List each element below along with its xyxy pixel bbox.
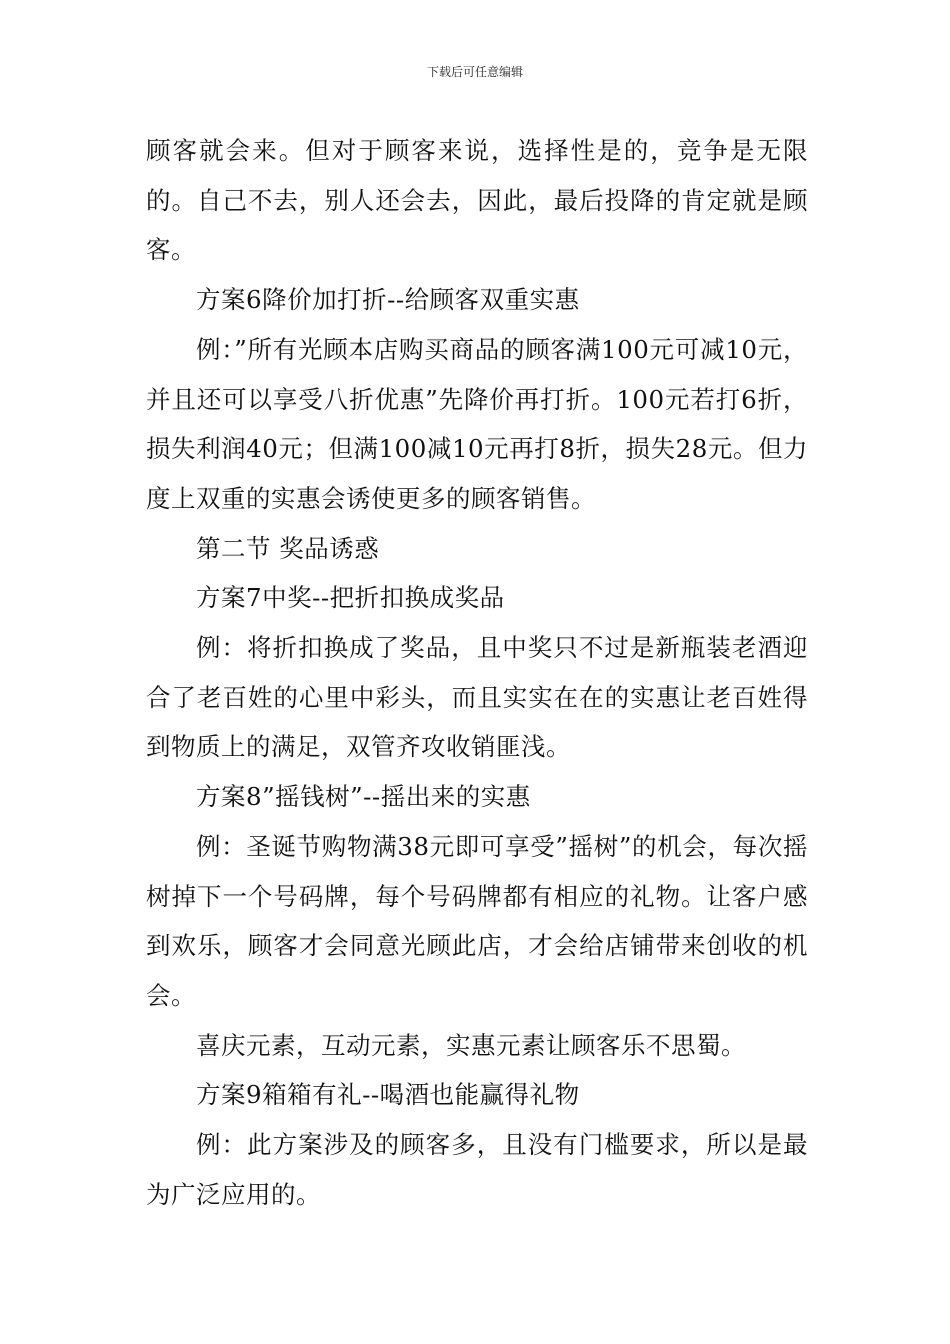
paragraph-plan-8-summary: 喜庆元素，互动元素，实惠元素让顾客乐不思蜀。: [196, 1030, 746, 1060]
heading-plan-7: 方案7中奖--把折扣换成奖品: [196, 583, 505, 613]
paragraph-plan-8-example: 例：圣诞节购物满38元即可享受”摇树”的机会，每次摇树掉下一个号码牌，每个号码牌都有相应的礼物。让客户感到欢乐，顾客才会同意光顾此店，才会给店铺带来创收的机会。: [146, 831, 808, 1010]
document-body: [146, 126, 808, 1219]
heading-plan-9: 方案9箱箱有礼--喝酒也能赢得礼物: [196, 1080, 580, 1110]
paragraph-plan-6-example: 例：”所有光顾本店购买商品的顾客满100元可减10元，并且还可以享受八折优惠”先降价再打折。100元若打6折，损失利润40元；但满100减10元再打8折，损失28元。但力度上双重的实惠会诱使更多的顾客销售。: [146, 334, 808, 513]
heading-plan-8: 方案8”摇钱树”--摇出来的实惠: [196, 782, 531, 812]
section-heading-2: 第二节 奖品诱惑: [196, 533, 380, 563]
paragraph-intro-continuation: 顾客就会来。但对于顾客来说，选择性是的，竞争是无限的。自己不去，别人还会去，因此，最后投降的肯定就是顾客。: [146, 136, 808, 265]
paragraph-plan-9-example: 例：此方案涉及的顾客多，且没有门槛要求，所以是最为广泛应用的。: [146, 1130, 808, 1209]
page-header: 下载后可任意编辑: [426, 65, 523, 79]
heading-plan-6: 方案6降价加打折--给顾客双重实惠: [196, 285, 580, 315]
paragraph-plan-7-example: 例：将折扣换成了奖品，且中奖只不过是新瓶装老酒迎合了老百姓的心里中彩头，而且实实在在的实惠让老百姓得到物质上的满足，双管齐攻收销匪浅。: [146, 633, 808, 762]
